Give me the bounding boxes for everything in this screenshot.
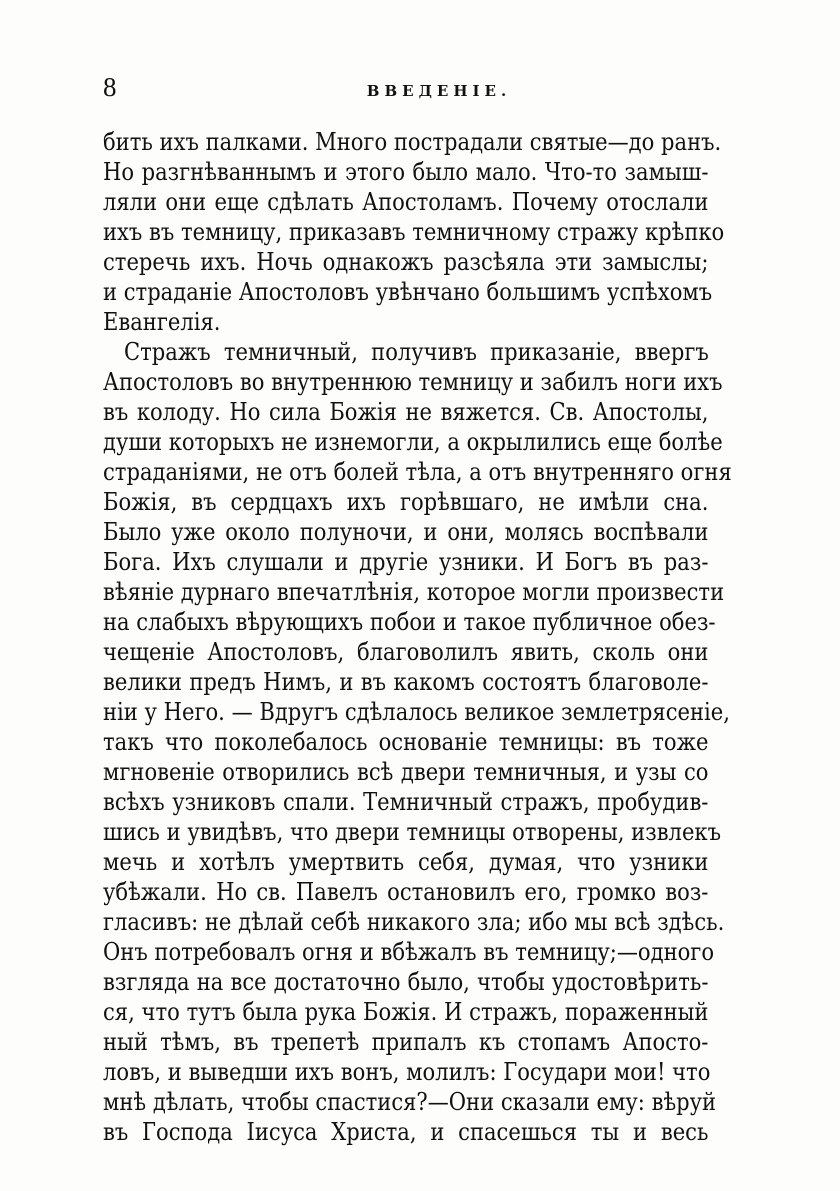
text-line: шись и увидѣвъ, что двери темницы отворены, извлекъ [103,817,721,846]
text-line: въ колоду. Но сила Божія не вяжется. Св. Апостолы, [103,397,709,426]
text-line: Апостоловъ во внутреннюю темницу и забилъ ноги ихъ [103,367,723,396]
text-line: души которыхъ не изнемогли, а окрылились еще болѣе [103,427,723,456]
text-line: ловъ, и выведши ихъ вонъ, молилъ: Государи мои! что [103,1057,711,1086]
text-line: ный тѣмъ, въ трепетѣ припалъ къ стопамъ Апосто- [103,1027,709,1056]
text-line: всѣхъ узниковъ спали. Темничный стражъ, пробудив- [103,787,709,816]
text-line: ся, что тутъ была рука Божія. И стражъ, пораженный [103,997,709,1026]
text-line: велики предъ Нимъ, и въ какомъ состоятъ благоволе- [103,667,709,696]
text-line: такъ что поколебалось основаніе темницы: въ тоже [103,727,709,756]
text-line: Было уже около полуночи, и они, молясь воспѣвали [103,517,709,546]
text-line: мнѣ дѣлать, чтобы спастися?—Они сказали ему: вѣруй [103,1087,717,1116]
text-line: Евангелія. [103,307,221,336]
text-line: взгляда на все достаточно было, чтобы удостовѣрить- [103,967,709,996]
text-line: на слабыхъ вѣрующихъ побои и такое публичное обез- [103,607,716,636]
text-line: страданіями, не отъ болей тѣла, а отъ внутренняго огня [103,457,732,486]
text-line: ніи у Него. — Вдругъ сдѣлалось великое землетрясеніе, [103,697,730,726]
text-line: мгновеніе отворились всѣ двери темничныя, и узы со [103,757,709,786]
text-line: ляли они еще сдѣлать Апостоламъ. Почему отослали [103,187,709,216]
text-line: ихъ въ темницу, приказавъ темничному стражу крѣпко [103,217,725,246]
text-line: Но разгнѣваннымъ и этого было мало. Что-то замыш- [103,157,709,186]
text-line: бить ихъ палками. Много пострадали святые—до ранъ. [103,127,722,156]
text-line: чещеніе Апостоловъ, благоволилъ явить, сколь они [103,637,709,666]
text-line: Бога. Ихъ слушали и другіе узники. И Богъ въ раз- [103,547,709,576]
page-number: 8 [103,72,117,102]
paragraph-first-line: Стражъ темничный, получивъ приказаніе, ввергъ [124,337,709,366]
running-title: ВВЕДЕНІЕ. [366,82,512,100]
text-line: Онъ потребовалъ огня и вбѣжалъ въ темницу;—одного [103,937,715,966]
text-line: въ Господа Іисуса Христа, и спасешься ты и весь [103,1117,709,1146]
text-line: Божія, въ сердцахъ ихъ горѣвшаго, не имѣли сна. [103,487,709,516]
text-line: и страданіе Апостоловъ увѣнчано большимъ успѣхомъ [103,277,713,306]
text-line: убѣжали. Но св. Павелъ остановилъ его, громко воз- [103,877,709,906]
text-line: вѣяніе дурнаго впечатлѣнія, которое могли произвести [103,577,725,606]
text-line: мечь и хотѣлъ умертвить себя, думая, что узники [103,847,709,876]
text-line: стеречь ихъ. Ночь однакожъ разсѣяла эти замыслы; [103,247,709,276]
text-line: гласивъ: не дѣлай себѣ никакого зла; ибо мы всѣ здѣсь. [103,907,725,936]
